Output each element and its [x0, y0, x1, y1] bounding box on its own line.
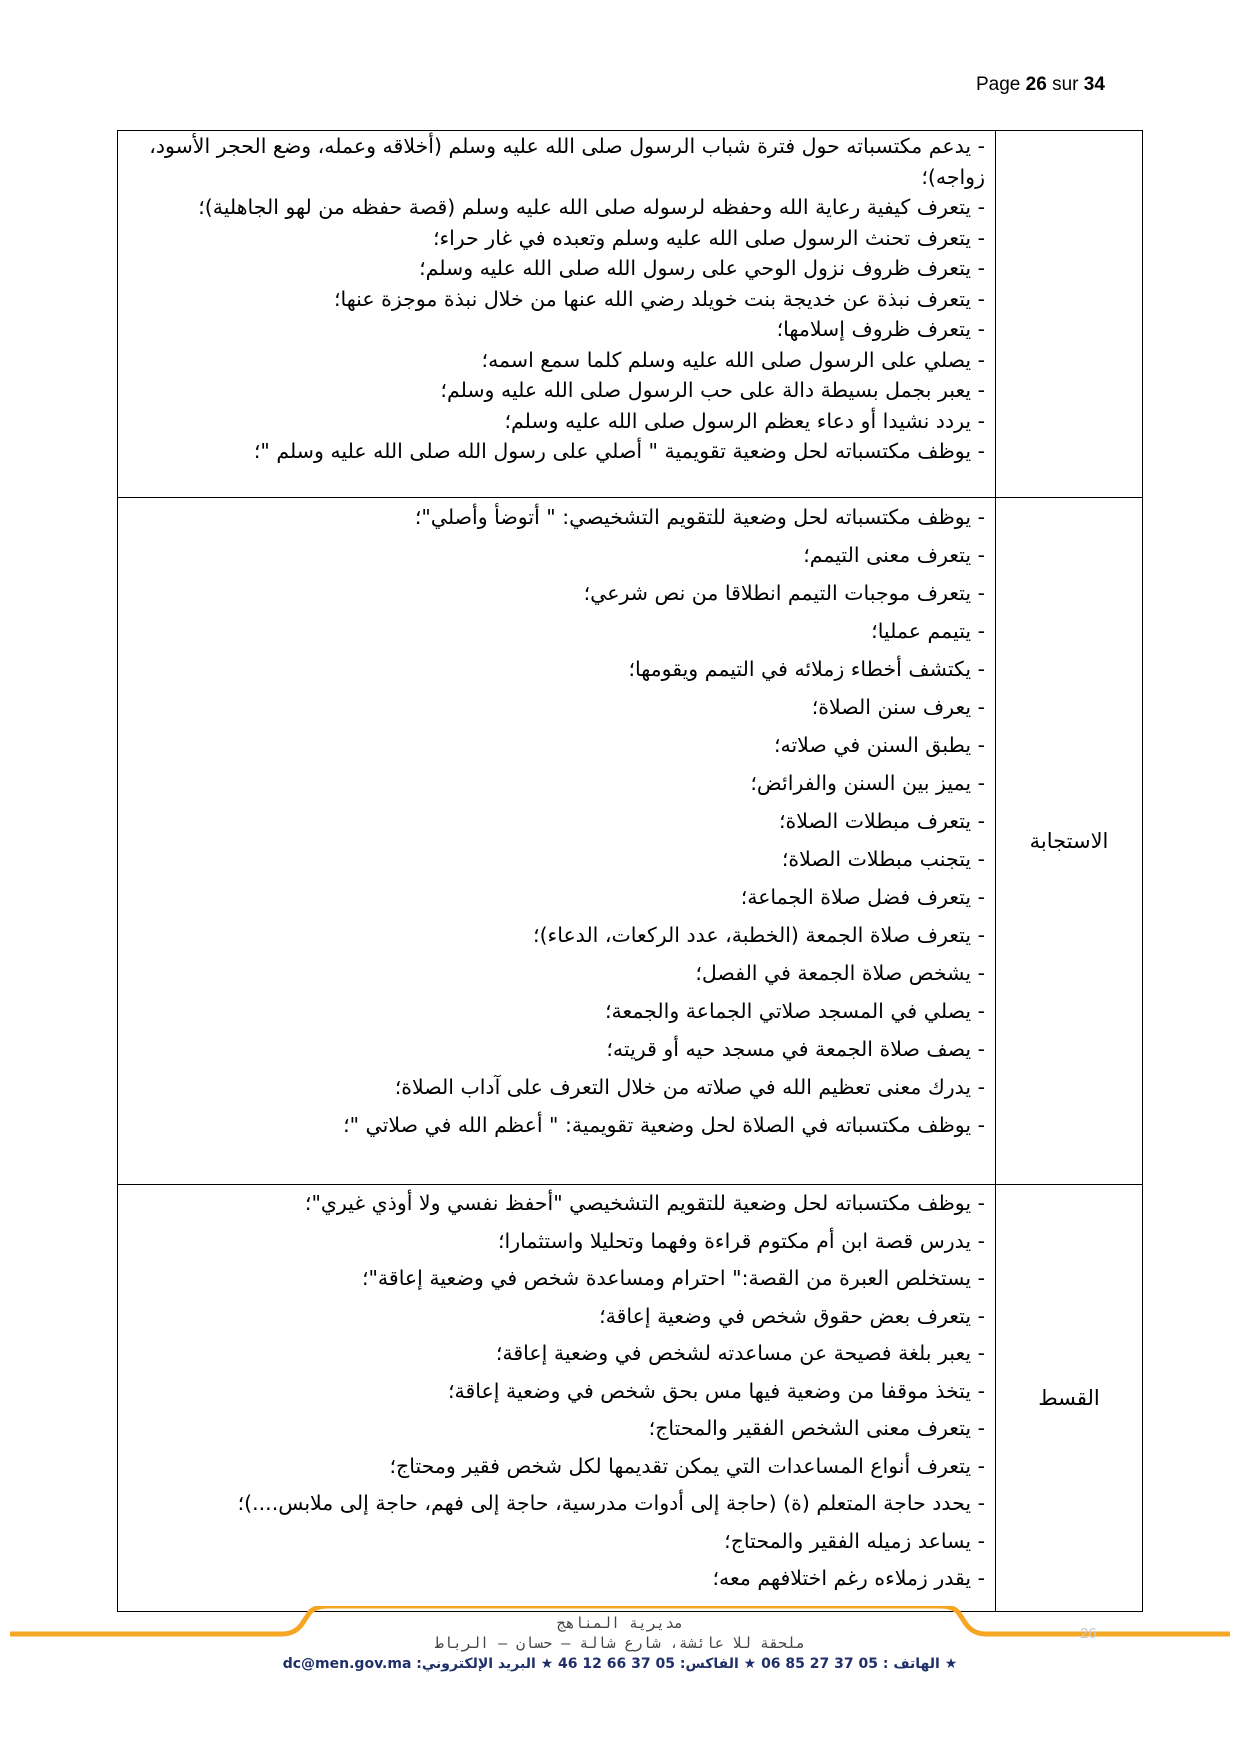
list-item: - يعبر بلغة فصيحة عن مساعدته لشخص في وضعية إعاقة؛ [495, 1341, 985, 1365]
objectives-table [117, 130, 1143, 1612]
table-row [118, 1185, 1143, 1612]
page-number: Page 26 sur 34 [976, 74, 1105, 95]
list-item: - يدعم مكتسباته حول فترة شباب الرسول صلى الله عليه وسلم (أخلاقه وعمله، وضع الحجر الأسود، زواجه)؛ [149, 134, 985, 189]
footer-directorate: مديرية المناهج [556, 1614, 684, 1632]
list-item: - يعرف سنن الصلاة؛ [811, 695, 985, 719]
list-item: - يتعرف معنى التيمم؛ [803, 543, 985, 567]
list-item: - يتعرف مبطلات الصلاة؛ [778, 809, 985, 833]
table-row [118, 131, 1143, 498]
list-item: - يتعرف تحنث الرسول صلى الله عليه وسلم وتعبده في غار حراء؛ [432, 225, 985, 250]
footer-page-number: 26 [1080, 1625, 1097, 1642]
list-item: - يتعرف بعض حقوق شخص في وضعية إعاقة؛ [599, 1303, 985, 1328]
list-item: - يستخلص العبرة من القصة:" احترام ومساعدة شخص في وضعية إعاقة"؛ [361, 1266, 985, 1290]
list-item: - يتعرف كيفية رعاية الله وحفظه لرسوله صلى الله عليه وسلم (قصة حفظه من لهو الجاهلية)؛ [198, 195, 985, 219]
list-item: - يتعرف ظروف نزول الوحي على رسول الله صلى الله عليه وسلم؛ [419, 256, 985, 280]
row-category [996, 131, 1143, 498]
list-item: - يحدد حاجة المتعلم (ة) (حاجة إلى أدوات مدرسية، حاجة إلى فهم، حاجة إلى ملابس....)؛ [237, 1491, 985, 1515]
row-category: الاستجابة [996, 498, 1143, 1185]
list-item: - يتعرف معنى الشخص الفقير والمحتاج؛ [648, 1416, 985, 1440]
list-item: - يوظف مكتسباته لحل وضعية تقويمية " أصلي على رسول الله صلى الله عليه وسلم "؛ [253, 439, 985, 463]
row-items [118, 131, 996, 498]
list-item: - يساعد زميله الفقير والمحتاج؛ [724, 1528, 985, 1553]
row-items [118, 498, 996, 1185]
list-item: - يتعرف ظروف إسلامها؛ [776, 317, 985, 341]
list-item: - يردد نشيدا أو دعاء يعظم الرسول صلى الله عليه وسلم؛ [504, 408, 985, 433]
list-item: - يتعرف أنواع المساعدات التي يمكن تقديمها لكل شخص فقير ومحتاج؛ [389, 1453, 985, 1478]
footer-contact: ★ الهاتف : 05 37 27 85 06 ★ الفاكس: 05 37 66 12 46 ★ البريد الإلكتروني: dc@men.gov.ma [282, 1656, 958, 1672]
list-item: - يتخذ موقفا من وضعية فيها مس بحق شخص في وضعية إعاقة؛ [447, 1378, 985, 1403]
row-category: القسط [996, 1185, 1143, 1612]
list-item: - يشخص صلاة الجمعة في الفصل؛ [695, 961, 985, 985]
footer-address: ملحقة للا عائشة، شارع شالة – حسان – الرباط [434, 1634, 806, 1652]
list-item: - يوظف مكتسباته في الصلاة لحل وضعية تقويمية: " أعظم الله في صلاتي "؛ [343, 1113, 985, 1137]
list-item: - يقدر زملاءه رغم اختلافهم معه؛ [712, 1566, 985, 1590]
list-item: - يتيمم عمليا؛ [871, 619, 985, 643]
table-row [118, 498, 1143, 1185]
list-item: - يطبق السنن في صلاته؛ [773, 733, 985, 757]
list-item: - يصلي على الرسول صلى الله عليه وسلم كلما سمع اسمه؛ [481, 347, 985, 372]
list-item: - يميز بين السنن والفرائض؛ [750, 771, 985, 795]
row-items [118, 1185, 996, 1612]
list-item: - يتجنب مبطلات الصلاة؛ [781, 847, 985, 871]
list-item: - يوظف مكتسباته لحل وضعية للتقويم التشخيصي: " أتوضأ وأصلي"؛ [414, 505, 985, 529]
list-item: - يتعرف نبذة عن خديجة بنت خويلد رضي الله عنها من خلال نبذة موجزة عنها؛ [333, 286, 985, 311]
list-item: - يصلي في المسجد صلاتي الجماعة والجمعة؛ [604, 999, 985, 1023]
list-item: - يوظف مكتسباته لحل وضعية للتقويم التشخيصي "أحفظ نفسي ولا أوذي غيري"؛ [304, 1191, 985, 1215]
list-item: - يتعرف موجبات التيمم انطلاقا من نص شرعي؛ [583, 581, 985, 605]
list-item: - يدرس قصة ابن أم مكتوم قراءة وفهما وتحليلا واستثمارا؛ [498, 1228, 985, 1253]
list-item: - يتعرف صلاة الجمعة (الخطبة، عدد الركعات، الدعاء)؛ [533, 923, 985, 947]
list-item: - يصف صلاة الجمعة في مسجد حيه أو قريته؛ [606, 1037, 985, 1061]
list-item: - يدرك معنى تعظيم الله في صلاته من خلال التعرف على آداب الصلاة؛ [394, 1075, 985, 1099]
list-item: - يكتشف أخطاء زملائه في التيمم ويقومها؛ [628, 657, 985, 681]
list-item: - يتعرف فضل صلاة الجماعة؛ [740, 885, 985, 909]
list-item: - يعبر بجمل بسيطة دالة على حب الرسول صلى الله عليه وسلم؛ [440, 378, 985, 402]
